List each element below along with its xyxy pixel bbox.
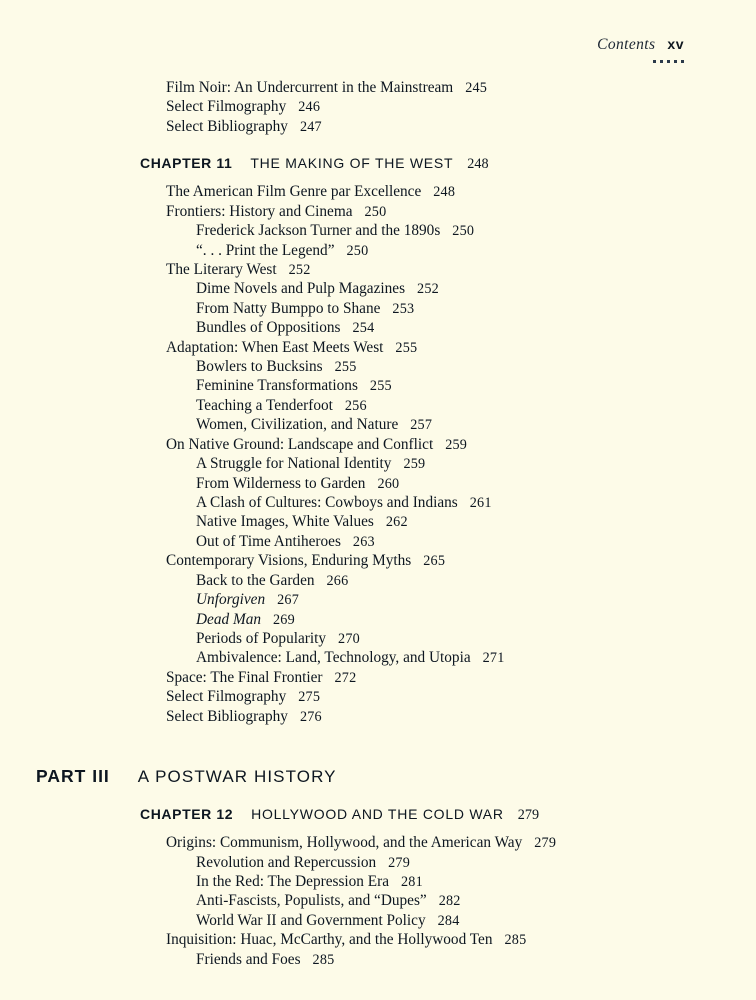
toc-entry-title: Teaching a Tenderfoot [196,396,333,414]
toc-entry-page-number: 250 [452,223,475,240]
toc-entry-title: The American Film Genre par Excellence [166,183,422,201]
toc-entry-page-number: 263 [352,533,375,550]
toc-entry-page-number: 247 [299,118,322,135]
toc-entry-title: Inquisition: Huac, McCarthy, and the Hollywood Ten [166,931,493,949]
toc-entry-page-number: 270 [338,630,360,647]
toc-entry-title: The Literary West [166,260,277,278]
toc-entry[interactable] [196,512,756,531]
toc-entry[interactable] [196,279,756,298]
toc-entry[interactable] [196,911,756,930]
toc-entry-title: Origins: Communism, Hollywood, and the American Way [166,834,523,852]
toc-entry-title: Friends and Foes [196,950,301,968]
toc-entry[interactable] [196,454,756,473]
toc-entry-title: Bundles of Oppositions [196,319,341,337]
vertical-spacer [0,787,756,806]
chapter-title: THE MAKING OF THE WEST [250,155,454,172]
toc-entry-title: A Clash of Cultures: Cowboys and Indians [196,494,458,512]
toc-entry-page-number: 260 [377,475,400,492]
toc-entry-page-number: 259 [445,436,468,453]
toc-entry[interactable] [196,648,756,667]
toc-entry-title: A Struggle for National Identity [196,455,392,473]
toc-entry[interactable] [166,78,756,97]
toc-entry-page-number: 275 [298,689,321,706]
toc-entry-page-number: 246 [298,99,321,116]
toc-entry-page-number: 267 [277,592,299,609]
toc-entry[interactable] [196,396,756,415]
toc-entry-page-number: 252 [417,281,439,298]
toc-entry-page-number: 282 [438,893,461,910]
toc-entry-title: Frederick Jackson Turner and the 1890s [196,222,441,240]
toc-chapter-heading[interactable] [140,155,756,173]
toc-entry[interactable] [196,376,756,395]
toc-entry-title: Revolution and Repercussion [196,853,377,871]
toc-entry-title: Women, Civilization, and Nature [196,416,399,434]
toc-entry-page-number: 245 [465,80,488,96]
toc-entry-title: Dime Novels and Pulp Magazines [196,280,406,298]
toc-entry[interactable] [166,117,756,136]
toc-entry[interactable] [196,299,756,318]
toc-entry-page-number: 250 [346,242,369,259]
toc-entry-page-number: 256 [344,397,367,414]
toc-entry-title: World War II and Government Policy [196,911,426,929]
toc-entry[interactable] [166,97,756,116]
toc-entry-page-number: 285 [312,951,335,968]
toc-entry-title: Ambivalence: Land, Technology, and Utopia [196,649,471,667]
toc-entry[interactable] [166,930,756,949]
toc-entry[interactable] [196,532,756,551]
toc-entry-title: From Natty Bumppo to Shane [196,299,381,317]
chapter-label: CHAPTER 11 [140,155,233,172]
toc-entry[interactable] [196,241,756,260]
toc-entry-page-number: 279 [388,854,411,871]
toc-entry[interactable] [166,338,756,357]
toc-entry[interactable] [166,202,756,221]
toc-entry-title: Back to the Garden [196,571,315,589]
running-head [597,36,684,63]
toc-entry-title: Select Filmography [166,98,287,116]
toc-entry[interactable] [166,833,756,852]
toc-entry[interactable] [196,610,756,629]
toc-entry[interactable] [196,891,756,910]
toc-entry[interactable] [196,318,756,337]
toc-entry-page-number: 262 [385,514,408,531]
toc-entry-page-number: 257 [410,417,433,434]
toc-entry-page-number: 276 [299,708,322,725]
running-head-dots [597,59,684,63]
chapter-page-number: 248 [467,156,489,173]
toc-entry[interactable] [166,687,756,706]
toc-entry-page-number: 255 [369,378,392,395]
toc-entry-title: Periods of Popularity [196,629,327,647]
toc-entry-page-number: 266 [326,572,349,589]
toc-entry-title: Out of Time Antiheroes [196,532,341,550]
toc-entry-title: Film Noir: An Undercurrent in the Mainstream [166,79,454,96]
toc-entry[interactable] [166,668,756,687]
toc-entry-title: On Native Ground: Landscape and Conflict [166,435,434,453]
chapter-title: HOLLYWOOD AND THE COLD WAR [251,806,504,823]
toc-entry-title: Select Bibliography [166,707,288,725]
toc-entry-title: Native Images, White Values [196,513,374,531]
toc-entry[interactable] [196,357,756,376]
part-title: A POSTWAR HISTORY [137,767,337,787]
toc-entry-title: Space: The Final Frontier [166,668,323,686]
toc-entry-page-number: 250 [364,203,387,220]
toc-entry-title: Adaptation: When East Meets West [166,338,384,356]
toc-entry-title: Anti-Fascists, Populists, and “Dupes” [196,892,427,910]
toc-entry[interactable] [196,950,756,969]
vertical-spacer [0,824,756,833]
toc-entry-title: Select Bibliography [166,117,288,135]
toc-entry-page-number: 285 [504,932,527,949]
toc-entry-page-number: 248 [433,184,456,201]
table-of-contents-list [0,78,756,969]
toc-entry[interactable] [166,707,756,726]
toc-entry-title: Bowlers to Bucksins [196,358,323,376]
toc-entry[interactable] [196,872,756,891]
toc-entry-title: Feminine Transformations [196,377,358,395]
toc-entry-page-number: 254 [352,320,375,337]
toc-entry[interactable] [166,435,756,454]
toc-entry[interactable] [196,221,756,240]
toc-entry-page-number: 271 [482,650,505,667]
toc-chapter-heading[interactable] [140,806,756,824]
toc-entry[interactable] [166,182,756,201]
toc-entry-page-number: 265 [423,553,446,570]
page-folio: xv [667,36,684,52]
vertical-spacer [0,136,756,155]
vertical-spacer [0,726,756,766]
toc-entry-page-number: 252 [288,261,311,278]
toc-entry-page-number: 261 [469,495,492,512]
toc-entry-page-number: 259 [403,456,426,473]
chapter-page-number: 279 [517,807,540,824]
toc-entry-title: Contemporary Visions, Enduring Myths [166,552,412,570]
toc-entry-page-number: 272 [334,669,357,686]
toc-entry-page-number: 269 [273,611,295,628]
toc-entry[interactable] [196,493,756,512]
toc-entry-title: Unforgiven [196,591,266,609]
toc-entry-page-number: 279 [534,835,557,852]
toc-entry-page-number: 253 [392,300,415,317]
toc-entry-page-number: 284 [437,912,460,929]
toc-entry[interactable] [196,571,756,590]
toc-entry-title: “. . . Print the Legend” [196,241,335,259]
toc-entry[interactable] [166,551,756,570]
part-label: PART III [36,766,110,787]
toc-entry-page-number: 281 [401,873,423,890]
toc-entry-title: In the Red: The Depression Era [196,872,389,890]
toc-entry[interactable] [196,590,756,609]
toc-entry-page-number: 255 [334,359,357,376]
toc-entry[interactable] [196,415,756,434]
toc-entry-title: From Wilderness to Garden [196,474,366,492]
toc-entry-title: Select Filmography [166,688,287,706]
running-head-label: Contents [597,36,656,53]
toc-entry[interactable] [166,260,756,279]
toc-entry-title: Frontiers: History and Cinema [166,202,353,220]
toc-entry[interactable] [196,474,756,493]
toc-entry[interactable] [196,629,756,648]
vertical-spacer [0,173,756,182]
toc-entry[interactable] [196,853,756,872]
toc-entry-page-number: 255 [395,339,418,356]
toc-part-heading[interactable] [36,766,756,787]
toc-entry-title: Dead Man [196,610,261,628]
chapter-label: CHAPTER 12 [140,806,234,823]
